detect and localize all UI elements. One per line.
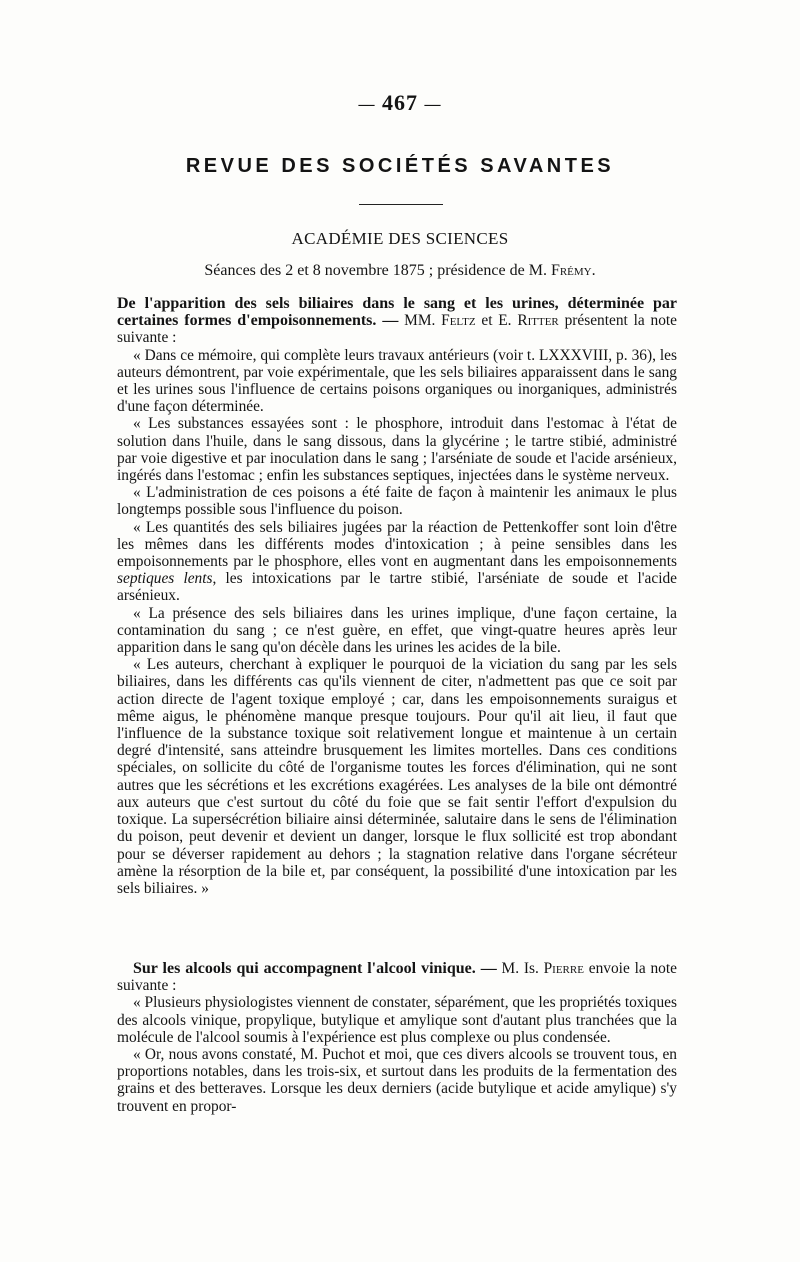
article-bile-salts <box>117 295 677 897</box>
section-heading: REVUE DES SOCIÉTÉS SAVANTES <box>185 155 615 177</box>
article-1-paragraph-4 <box>117 519 677 605</box>
article-alcohols <box>117 960 677 1115</box>
article-1-paragraph-4-a: « Les quantités des sels biliaires jugées par la réaction de Pettenkoffer sont loin d'être les mêmes dans les différents modes d'intoxication ; à peine sensibles dans les empoisonnements par le phosphore, elles vont en augmentant dans les empoisonnements <box>117 518 677 571</box>
page-number-dash-right: — <box>424 95 442 113</box>
article-2-author-intro: M. Is. <box>501 960 539 977</box>
president-name: Frémy. <box>550 262 596 279</box>
article-1-paragraph-6: « Les auteurs, cherchant à expliquer le pourquoi de la viciation du sang par les sels biliaires, dans les différents cas qu'ils viennent de citer, n'admettent pas que ce soit par action directe de l'agent toxique employé ; car, dans les empoisonnements suraigus et même aigus, le phénomène manque presque toujours. Pour qu'il ait lieu, il faut que l'influence de la substance toxique soit relativement longue et maintenue à un certain degré d'intensité, sans atteindre brusquement les limites mortelles. Dans ces conditions spéciales, on sollicite du côté de l'organisme toutes les forces d'élimination, qui ne sont autres que les sécrétions et les excrétions exagérées. Les analyses de la bile ont démontré aux auteurs que c'est surtout du côté du foie que se fait sentir l'effort d'expulsion du toxique. La supersécrétion biliaire ainsi déterminée, salutaire dans le sens de l'élimination du poison, peut devenir et devient un danger, lorsque le flux sollicité est trop abondant pour se déverser rapidement au dehors ; la stagnation relative dans l'organe sécréteur amène la résorption de la bile et, par conséquent, la possibilité d'une intoxication par les sels biliaires. » <box>117 656 677 897</box>
article-2-author: Pierre <box>543 960 584 977</box>
heading-divider <box>359 204 443 205</box>
article-1-paragraph-4-b: , les intoxications par le tartre stibié, l'arséniate de soude et l'acide arsénieux. <box>117 570 677 605</box>
page-number-value: 467 <box>382 90 418 115</box>
article-1-author-2: Ritter <box>517 312 559 330</box>
sessions-line <box>0 262 800 280</box>
sessions-text: Séances des 2 et 8 novembre 1875 ; présidence de M. <box>204 262 547 279</box>
article-1-paragraph-2: « Les substances essayées sont : le phosphore, introduit dans l'estomac à l'état de solution dans l'huile, dans le sang dissous, dans la glycérine ; le tartre stibié, administré par voie digestive et par inoculation dans le sang ; l'arséniate de soude et l'acide arsénieux, ingérés dans l'estomac ; enfin les substances septiques, injectées dans le système nerveux. <box>117 415 677 485</box>
article-2-header <box>117 960 677 994</box>
article-1-header <box>117 295 677 347</box>
article-1-and: et E. <box>481 312 512 330</box>
article-2-author-tail: envoie la note suivante : <box>117 960 677 995</box>
article-1-paragraph-5: « La présence des sels biliaires dans les urines implique, d'une façon certaine, la contamination du sang ; ce n'est guère, en effet, que vingt-quatre heures après leur apparition dans le sang qu'on décèle dans les urines les acides de la bile. <box>117 604 677 657</box>
article-2-title: Sur les alcools qui accompagnent l'alcool vinique. — <box>133 960 497 977</box>
article-2-paragraph-1: « Plusieurs physiologistes viennent de constater, séparément, que les propriétés toxiques des alcools vinique, propylique, butylique et amylique sont d'autant plus tranchées que la molécule de l'alcool soumis à l'expérience est plus complexe ou plus condensée. <box>117 994 677 1046</box>
article-1-authors-intro: MM. <box>404 312 436 330</box>
article-2-paragraph-2: « Or, nous avons constaté, M. Puchot et moi, que ces divers alcools se trouvent tous, en proportions notables, dans les trois-six, et surtout dans les produits de la fermentation des grains et des betteraves. Lorsque les deux derniers (acide butylique et acide amylique) s'y trouvent en propor- <box>117 1046 677 1115</box>
article-1-paragraph-1: « Dans ce mémoire, qui complète leurs travaux antérieurs (voir t. LXXXVIII, p. 36), les auteurs démontrent, par voie expérimentale, que les sels biliaires apparaissent dans le sang et les urines sous l'influence de certains poisons organiques ou inorganiques, administrés d'une façon déterminée. <box>117 346 677 416</box>
article-1-author-1: Feltz <box>441 312 476 330</box>
academy-heading: ACADÉMIE DES SCIENCES <box>291 229 509 248</box>
article-1-paragraph-4-emphasis: septiques lents <box>117 570 213 588</box>
page-number <box>0 90 800 116</box>
article-1-authors-tail: présentent la note suivante : <box>117 312 678 347</box>
article-1-title: De l'apparition des sels biliaires dans le sang et les urines, déterminée par certaines formes d'empoisonnements. — <box>117 295 677 330</box>
page-number-dash-left: — <box>358 95 376 113</box>
article-1-paragraph-3: « L'administration de ces poisons a été faite de façon à maintenir les animaux le plus longtemps possible sous l'influence du poison. <box>117 484 677 519</box>
